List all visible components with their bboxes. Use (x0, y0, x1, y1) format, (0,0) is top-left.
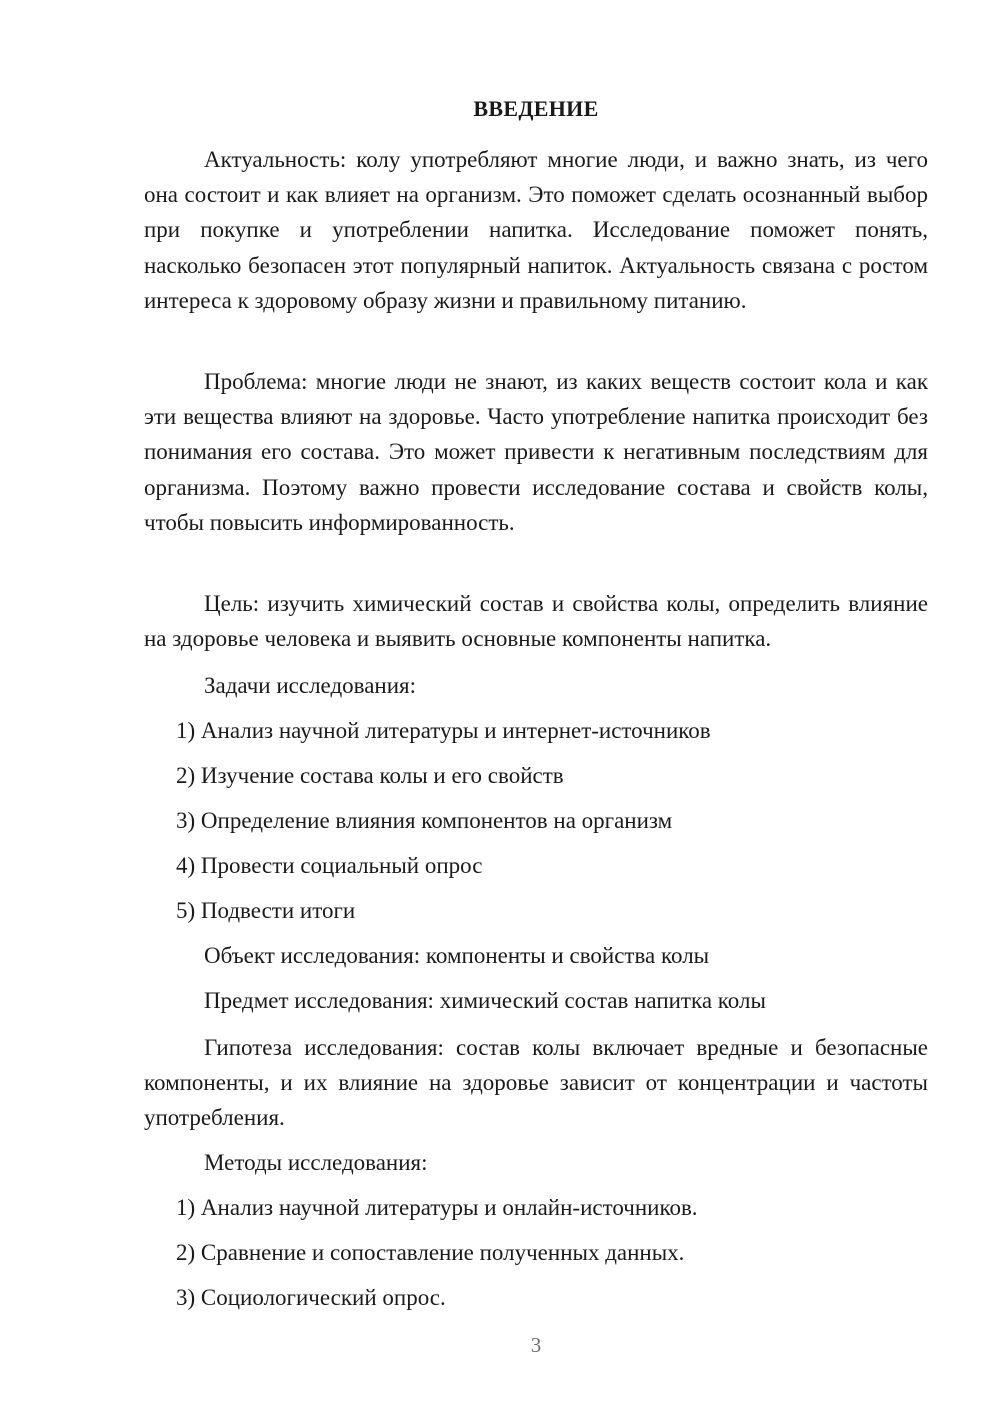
task-item: 2) Изучение состава колы и его свойств (176, 763, 564, 788)
task-item: 4) Провести социальный опрос (176, 853, 483, 878)
method-item: 2) Сравнение и сопоставление полученных данных. (176, 1240, 685, 1265)
goal-paragraph: Цель: изучить химический состав и свойства колы, определить влияние на здоровье человека и выявить основные компоненты напитка. (144, 591, 928, 652)
relevance-paragraph: Актуальность: колу употребляют многие люди, и важно знать, из чего она состоит и как влияет на организм. Это поможет сделать осознанный выбор при покупке и употреблении напитка. Исследование поможет понять, насколько безопасен этот популярный напиток. Актуальность связана с ростом интереса к здоровому образу жизни и правильному питанию. (144, 147, 928, 313)
method-item: 3) Социологический опрос. (176, 1285, 446, 1310)
task-item: 5) Подвести итоги (176, 898, 356, 923)
tasks-heading: Задачи исследования: (204, 673, 417, 698)
problem-paragraph: Проблема: многие люди не знают, из каких веществ состоит кола и как эти вещества влияют на здоровье. Часто употребление напитка происходит без понимания его состава. Это может привести к негативным последствиям для организма. Поэтому важно провести исследование состава и свойств колы, чтобы повысить информированность. (144, 369, 928, 535)
page-title: ВВЕДЕНИЕ (473, 96, 599, 121)
research-subject: Предмет исследования: химический состав напитка колы (204, 988, 766, 1013)
research-object: Объект исследования: компоненты и свойства колы (204, 943, 710, 968)
hypothesis-paragraph: Гипотеза исследования: состав колы включает вредные и безопасные компоненты, и их влияние на здоровье зависит от концентрации и частоты употребления. (144, 1035, 928, 1131)
task-item: 1) Анализ научной литературы и интернет-источников (176, 718, 711, 743)
page-number: 3 (530, 1333, 542, 1357)
method-item: 1) Анализ научной литературы и онлайн-источников. (176, 1195, 698, 1220)
task-item: 3) Определение влияния компонентов на организм (176, 808, 673, 833)
methods-heading: Методы исследования: (204, 1150, 428, 1175)
